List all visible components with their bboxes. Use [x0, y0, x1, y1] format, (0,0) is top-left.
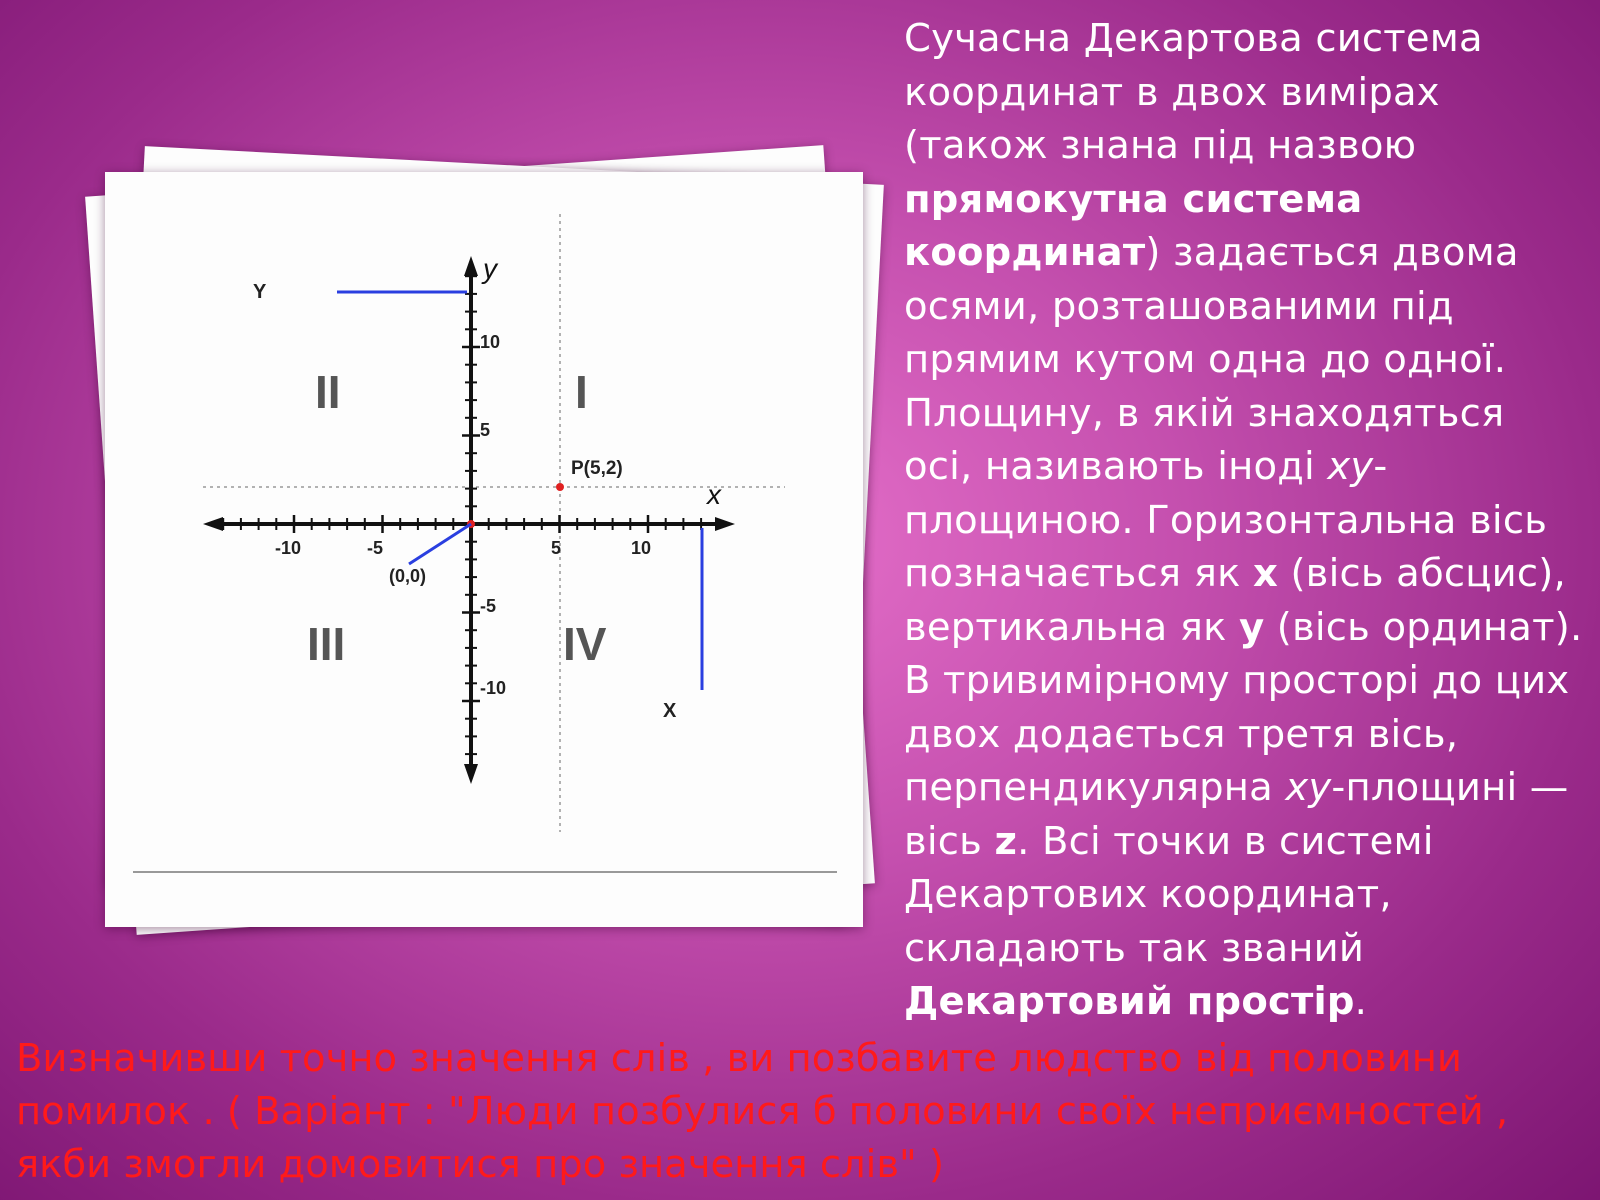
text-line: В тривимірному просторі до цих [904, 658, 1570, 703]
text-line [904, 815, 1594, 869]
text-line [904, 975, 1594, 1029]
point-p [556, 483, 564, 491]
text-line [904, 173, 1594, 227]
y-axis-symbol: y [483, 253, 497, 284]
text-run: ) задається двома [1145, 230, 1519, 275]
bold-term: координат [904, 230, 1146, 275]
text-line: осями, розташованими під [904, 283, 1454, 329]
text-line: Сучасна Декартова система [904, 16, 1483, 61]
text-line: Декартових координат, [904, 872, 1392, 917]
text-run: (вісь ординат). [1264, 604, 1583, 650]
y-tick-label: 10 [480, 332, 501, 352]
y-tick-label: -10 [480, 678, 507, 698]
text-run: - [1373, 444, 1388, 489]
text-run: (вісь абсцис), [1278, 551, 1566, 596]
quote-line: помилок . ( Варіант : "Люди позбулися б половини своїх неприємностей , [16, 1089, 1509, 1134]
text-line [904, 440, 1594, 494]
text-run: вісь [904, 818, 995, 864]
y-pointer-label: Y [253, 281, 267, 303]
text-line: Площину, в якій знаходяться [904, 390, 1505, 436]
bold-term: прямокутна система [904, 176, 1363, 222]
x-axis-symbol: x [707, 479, 721, 510]
x-tick-label: 5 [551, 538, 562, 558]
text-run: перпендикулярна [904, 765, 1286, 810]
text-line [904, 601, 1594, 655]
x-tick-label: -10 [275, 538, 302, 558]
quote-line: Визначивши точно значення слів , ви позбавите людство від половини [16, 1036, 1462, 1081]
bold-term: y [1239, 604, 1265, 650]
description-text [904, 12, 1594, 1029]
text-line [904, 547, 1594, 601]
text-run: позначається як [904, 551, 1253, 596]
text-line: складають так званий [904, 925, 1365, 971]
text-line: координат в двох вимірах [904, 69, 1440, 115]
text-run: -площині — [1331, 765, 1569, 810]
text-run: . Всі точки в системі [1017, 818, 1434, 864]
y-axis-arrow-up [464, 256, 478, 276]
text-run: . [1354, 979, 1368, 1024]
text-line [904, 761, 1594, 815]
quadrant-label-III: III [307, 618, 346, 670]
text-line: прямим кутом одна до одної. [904, 337, 1507, 382]
italic-term: xy [1327, 444, 1374, 489]
quadrant-label-I: I [575, 366, 588, 418]
italic-term: xy [1285, 765, 1332, 810]
x-axis-arrow-left [203, 517, 223, 531]
bold-term: x [1252, 551, 1279, 596]
quote-line: якби змогли домовитися про значення слів" ) [16, 1142, 945, 1187]
text-line: двох додається третя вісь, [904, 711, 1459, 757]
quadrant-label-IV: IV [563, 618, 607, 670]
point-p-label: P(5,2) [571, 458, 623, 479]
quadrant-label-II: II [315, 366, 341, 418]
text-line: (також знана під назвою [904, 123, 1417, 168]
y-tick-label: -5 [480, 596, 497, 616]
x-tick-label: -5 [367, 538, 384, 558]
bold-term: Декартовий простір [904, 979, 1355, 1024]
quote-text [16, 1032, 1586, 1191]
y-axis-arrow-down [464, 764, 478, 784]
text-line [904, 226, 1594, 280]
x-axis-arrow-right [715, 517, 735, 531]
y-tick-label: 5 [480, 420, 491, 440]
cartesian-diagram [105, 172, 863, 927]
text-line: площиною. Горизонтальна вісь [904, 497, 1548, 543]
text-run: осі, називають іноді [904, 444, 1328, 489]
text-run: вертикальна як [904, 604, 1240, 650]
x-pointer-label: X [663, 700, 677, 722]
x-tick-label: 10 [631, 538, 652, 558]
origin-label: (0,0) [389, 566, 427, 586]
bold-term: z [994, 818, 1018, 864]
